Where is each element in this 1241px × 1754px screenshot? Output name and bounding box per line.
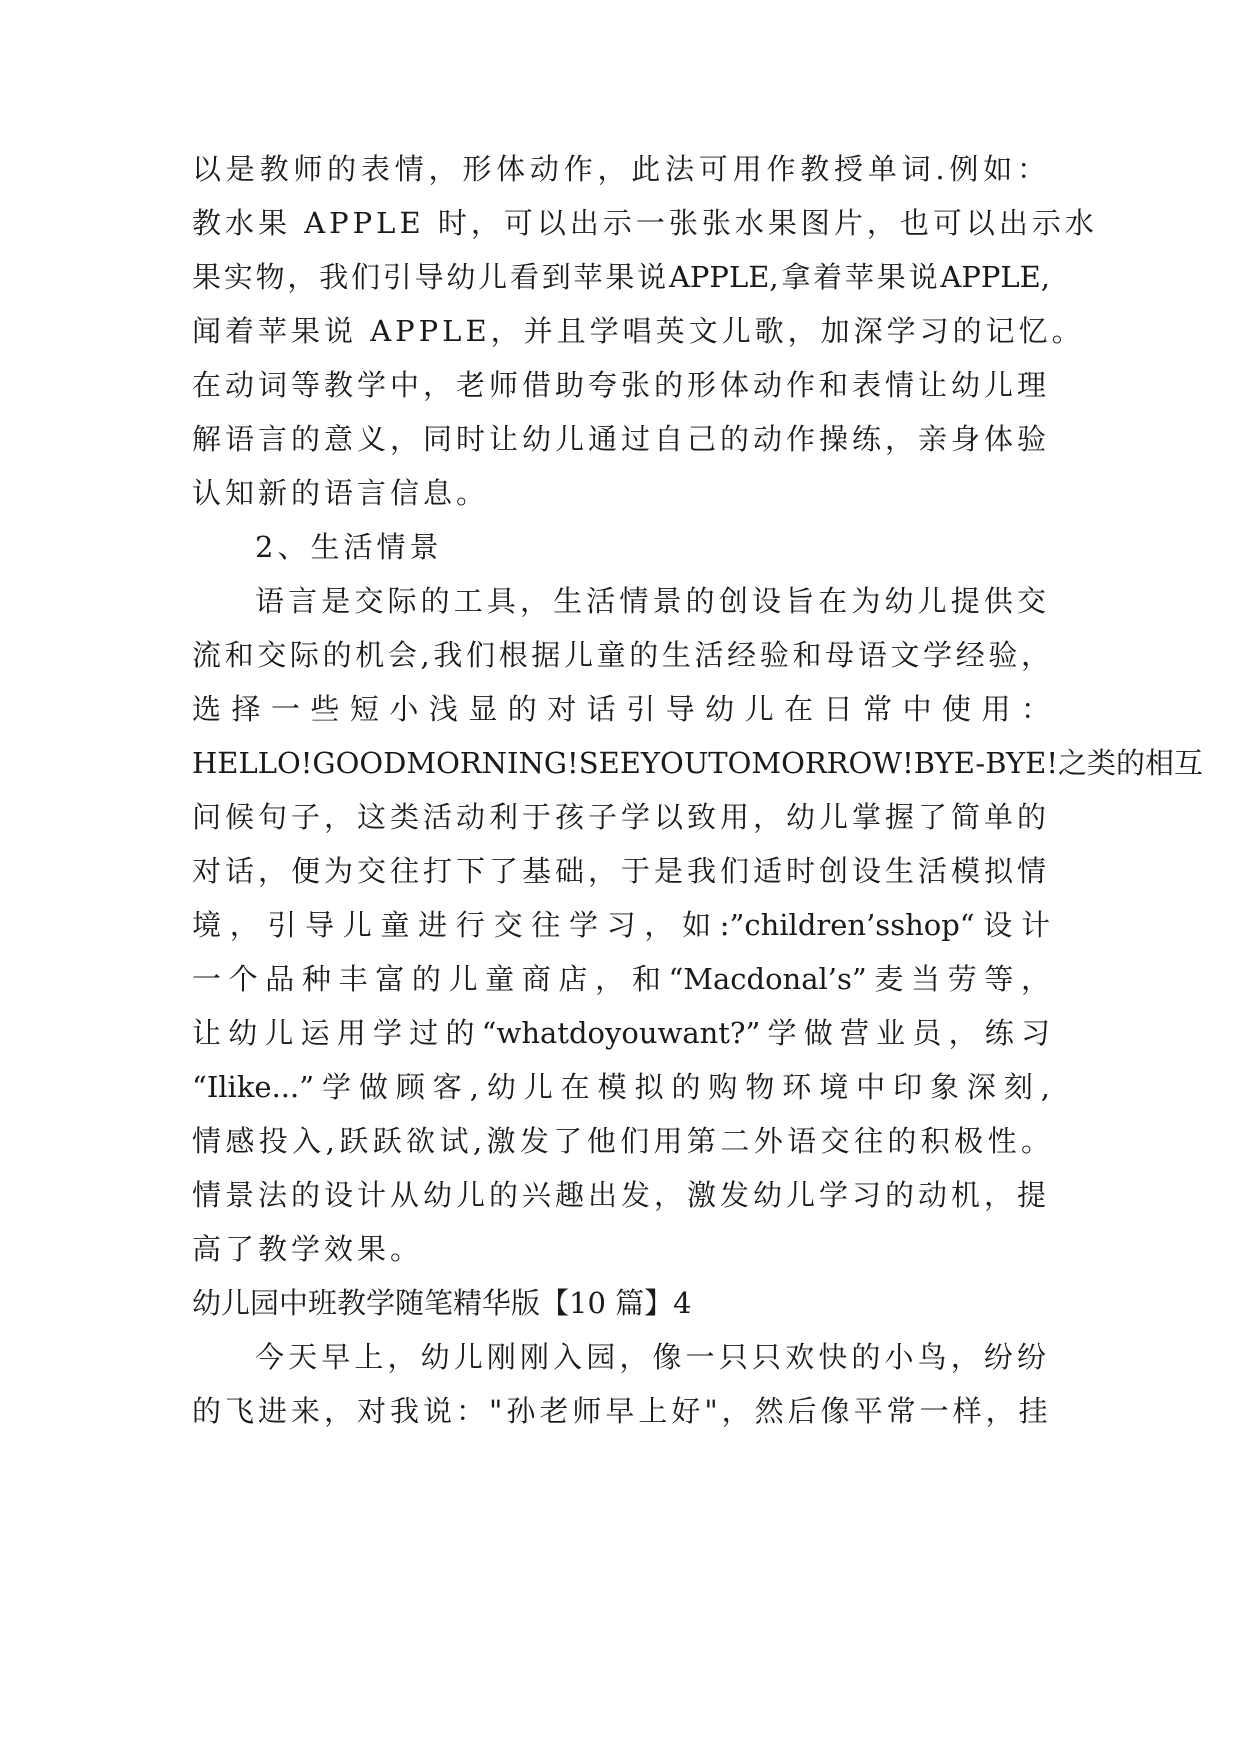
text-line: 今天早上，幼儿刚刚入园，像一只只欢快的小鸟，纷纷 bbox=[255, 1340, 1050, 1374]
text-line: 情景法的设计从幼儿的兴趣出发，激发幼儿学习的动机，提 bbox=[192, 1178, 1051, 1212]
text-line: 让幼儿运用学过的“whatdoyouwant?”学做营业员，练习 bbox=[192, 1016, 1050, 1050]
section-title: 幼儿园中班教学随笔精华版【10 篇】4 bbox=[192, 1286, 692, 1320]
text-line: HELLO!GOODMORNING!SEEYOUTOMORROW!BYE-BYE!之类的相互 bbox=[192, 746, 1203, 780]
text-line: 果实物，我们引导幼儿看到苹果说APPLE,拿着苹果说APPLE, bbox=[192, 260, 1050, 294]
text-line: 情感投入,跃跃欲试,激发了他们用第二外语交往的积极性。 bbox=[192, 1124, 1050, 1158]
text-line: 认知新的语言信息。 bbox=[192, 476, 490, 510]
text-line: 高了教学效果。 bbox=[192, 1232, 424, 1266]
text-line: 闻着苹果说 APPLE，并且学唱英文儿歌，加深学习的记忆。 bbox=[192, 314, 1085, 348]
text-line: 一个品种丰富的儿童商店，和“Macdonal’s”麦当劳等， bbox=[192, 962, 1050, 996]
text-line: 对话，便为交往打下了基础，于是我们适时创设生活模拟情 bbox=[192, 854, 1051, 888]
text-line: 语言是交际的工具，生活情景的创设旨在为幼儿提供交 bbox=[255, 584, 1050, 618]
text-line: 的飞进来，对我说："孙老师早上好"，然后像平常一样，挂 bbox=[192, 1394, 1052, 1428]
text-line: “Ilike...”学做顾客,幼儿在模拟的购物环境中印象深刻, bbox=[192, 1070, 1050, 1104]
text-line: 问候句子，这类活动利于孩子学以致用，幼儿掌握了简单的 bbox=[192, 800, 1051, 834]
section-heading: 2、生活情景 bbox=[255, 530, 443, 564]
text-line: 以是教师的表情，形体动作，此法可用作教授单词.例如： bbox=[192, 152, 1050, 186]
text-line: 境，引导儿童进行交往学习，如:”children’sshop“设计 bbox=[192, 908, 1050, 942]
text-line: 选 择 一 些 短 小 浅 显 的 对 话 引 导 幼 儿 在 日 常 中 使 用 ： bbox=[192, 692, 1050, 726]
text-line: 流和交际的机会,我们根据儿童的生活经验和母语文学经验， bbox=[192, 638, 1050, 672]
text-line: 在动词等教学中，老师借助夸张的形体动作和表情让幼儿理 bbox=[192, 368, 1051, 402]
text-line: 解语言的意义，同时让幼儿通过自己的动作操练，亲身体验 bbox=[192, 422, 1051, 456]
text-line: 教水果 APPLE 时，可以出示一张张水果图片，也可以出示水 bbox=[192, 206, 1098, 240]
